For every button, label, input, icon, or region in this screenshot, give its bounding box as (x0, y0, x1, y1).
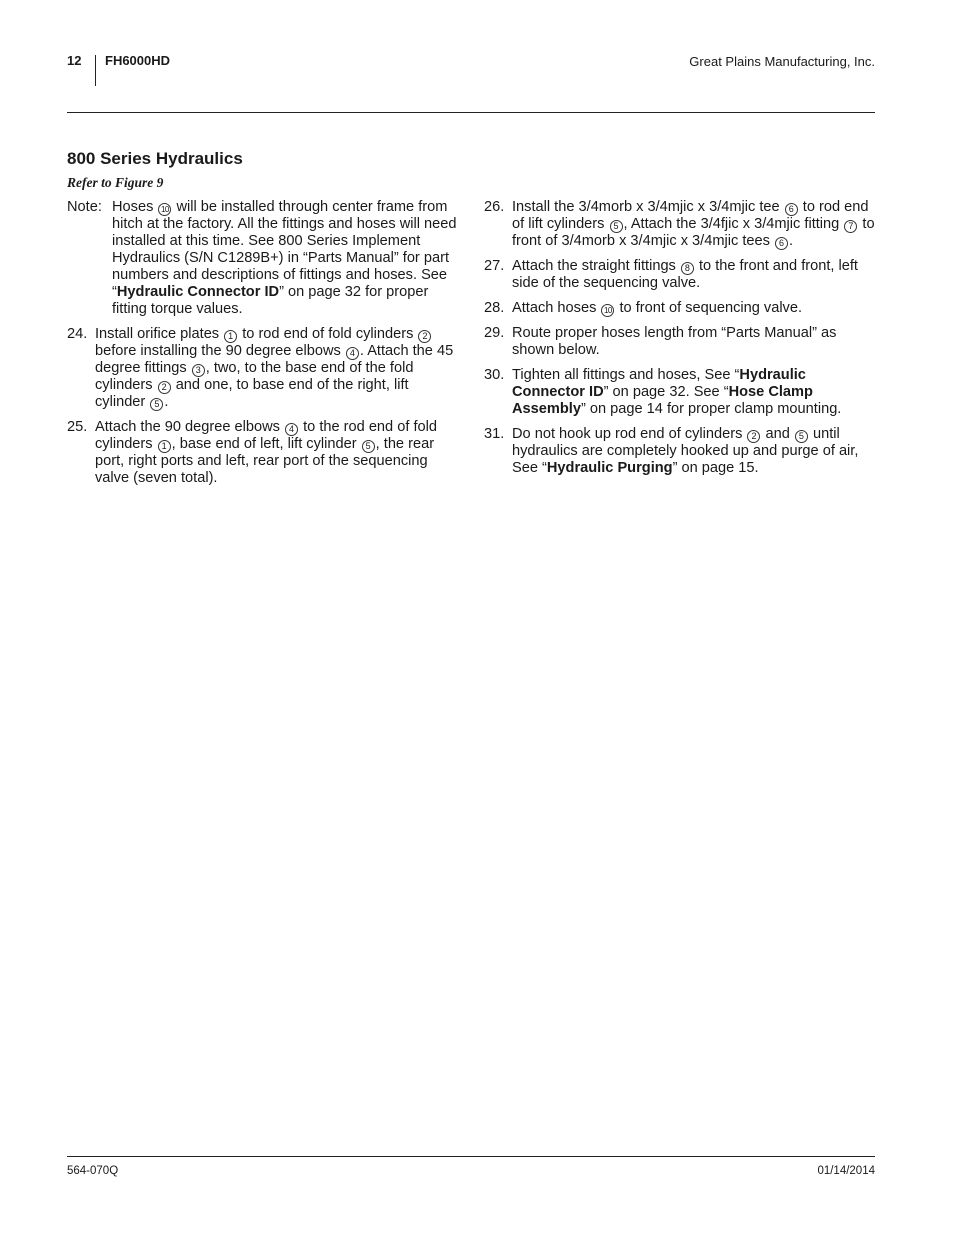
callout-icon: 5 (362, 440, 375, 453)
step-number: 26. (484, 199, 505, 215)
right-column (484, 199, 876, 485)
header-rule (67, 112, 875, 113)
step-link-text: Hydraulic Connector ID (512, 367, 806, 400)
section-title: 800 Series Hydraulics (67, 149, 243, 168)
step-number: 29. (484, 325, 505, 341)
step-number: 24. (67, 326, 88, 342)
callout-icon: 2 (418, 330, 431, 343)
company-name: Great Plains Manufacturing, Inc. (689, 54, 875, 69)
note-label: Note: (67, 199, 102, 215)
page-number: 12 (67, 53, 82, 68)
step-26 (484, 199, 876, 250)
callout-icon: 2 (747, 430, 760, 443)
step-text: . (788, 233, 794, 249)
callout-icon: 5 (150, 398, 163, 411)
step-text: , two, to the base end of the fold cylinders (95, 360, 414, 393)
step-text: Attach the straight fittings (512, 258, 680, 274)
step-text: Tighten all fittings and hoses, See “ (512, 367, 740, 383)
callout-icon: 10 (158, 203, 171, 216)
step-number: 27. (484, 258, 505, 274)
step-text: to rod end of lift cylinders (512, 199, 869, 232)
step-text: Do not hook up rod end of cylinders (512, 426, 747, 442)
footer-rule (67, 1156, 875, 1157)
step-text: . Attach the 45 degree fittings (95, 343, 454, 376)
callout-icon: 5 (795, 430, 808, 443)
step-25 (67, 419, 459, 487)
step-number: 28. (484, 300, 505, 316)
left-column (67, 199, 459, 495)
step-text: to front of 3/4morb x 3/4mjic x 3/4mjic tees (512, 216, 875, 249)
step-30 (484, 367, 876, 418)
step-27 (484, 258, 876, 292)
step-29 (484, 325, 876, 359)
step-number: 25. (67, 419, 88, 435)
step-text: , base end of left, lift cylinder (171, 436, 361, 452)
step-text: Attach the 90 degree elbows (95, 419, 285, 435)
step-text: Route proper hoses length from “Parts Manual” as shown below. (512, 325, 837, 358)
step-text: and one, to base end of the right, lift cylinder (95, 377, 409, 410)
step-text: until hydraulics are completely hooked up and purge of air, See “ (512, 426, 859, 476)
callout-icon: 3 (192, 364, 205, 377)
step-text: . (164, 394, 169, 410)
step-text: ” on page 14 for proper clamp mounting. (580, 401, 842, 417)
step-text: , the rear port, right ports and left, rear port of the sequencing valve (seven total). (95, 436, 435, 486)
step-text: to rod end of fold cylinders (238, 326, 418, 342)
callout-icon: 10 (601, 304, 614, 317)
step-24 (67, 326, 459, 411)
step-link-text: Hose Clamp Assembly (512, 384, 813, 417)
step-28 (484, 300, 876, 317)
step-text: ” on page 32. See “ (603, 384, 729, 400)
note-link-text: Hydraulic Connector ID (116, 284, 280, 300)
step-number: 30. (484, 367, 505, 383)
callout-icon: 6 (785, 203, 798, 216)
step-text: Install the 3/4morb x 3/4mjic x 3/4mjic tee (512, 199, 784, 215)
note-text: will be installed through center frame from hitch at the factory. All the fittings and hoses will need installed at this time. See 800 Series Implement Hydraulics (S/N C1289B+) in “Parts Manual” for part numbers and descriptions of fittings and hoses. See “ (112, 199, 457, 300)
step-text: to the rod end of fold cylinders (95, 419, 437, 452)
figure-reference: Refer to Figure 9 (67, 175, 164, 190)
note-text: Hoses (112, 199, 158, 215)
document-number: 564-070Q (67, 1165, 119, 1177)
step-text: Install orifice plates (95, 326, 224, 342)
callout-icon: 4 (285, 423, 298, 436)
step-number: 31. (484, 426, 505, 442)
callout-icon: 5 (610, 220, 623, 233)
callout-icon: 6 (775, 237, 788, 250)
step-text: before installing the 90 degree elbows (95, 343, 345, 359)
revision-date: 01/14/2014 (817, 1165, 875, 1177)
model-name: FH6000HD (105, 53, 171, 68)
callout-icon: 1 (158, 440, 171, 453)
callout-icon: 1 (224, 330, 237, 343)
step-text: to the front and front, left side of the sequencing valve. (512, 258, 858, 291)
note-text: ” on page 32 for proper fitting torque values. (112, 284, 429, 317)
callout-icon: 2 (158, 381, 171, 394)
step-text: ” on page 15. (672, 460, 759, 476)
step-link-text: Hydraulic Purging (546, 460, 673, 476)
step-31 (484, 426, 876, 477)
note (67, 199, 459, 318)
step-text: , Attach the 3/4fjic x 3/4mjic fitting (623, 216, 844, 232)
callout-icon: 8 (681, 262, 694, 275)
callout-icon: 4 (346, 347, 359, 360)
step-text: to front of sequencing valve. (615, 300, 803, 316)
step-text: and (761, 426, 794, 442)
header-divider (95, 55, 96, 86)
callout-icon: 7 (844, 220, 857, 233)
step-text: Attach hoses (512, 300, 601, 316)
